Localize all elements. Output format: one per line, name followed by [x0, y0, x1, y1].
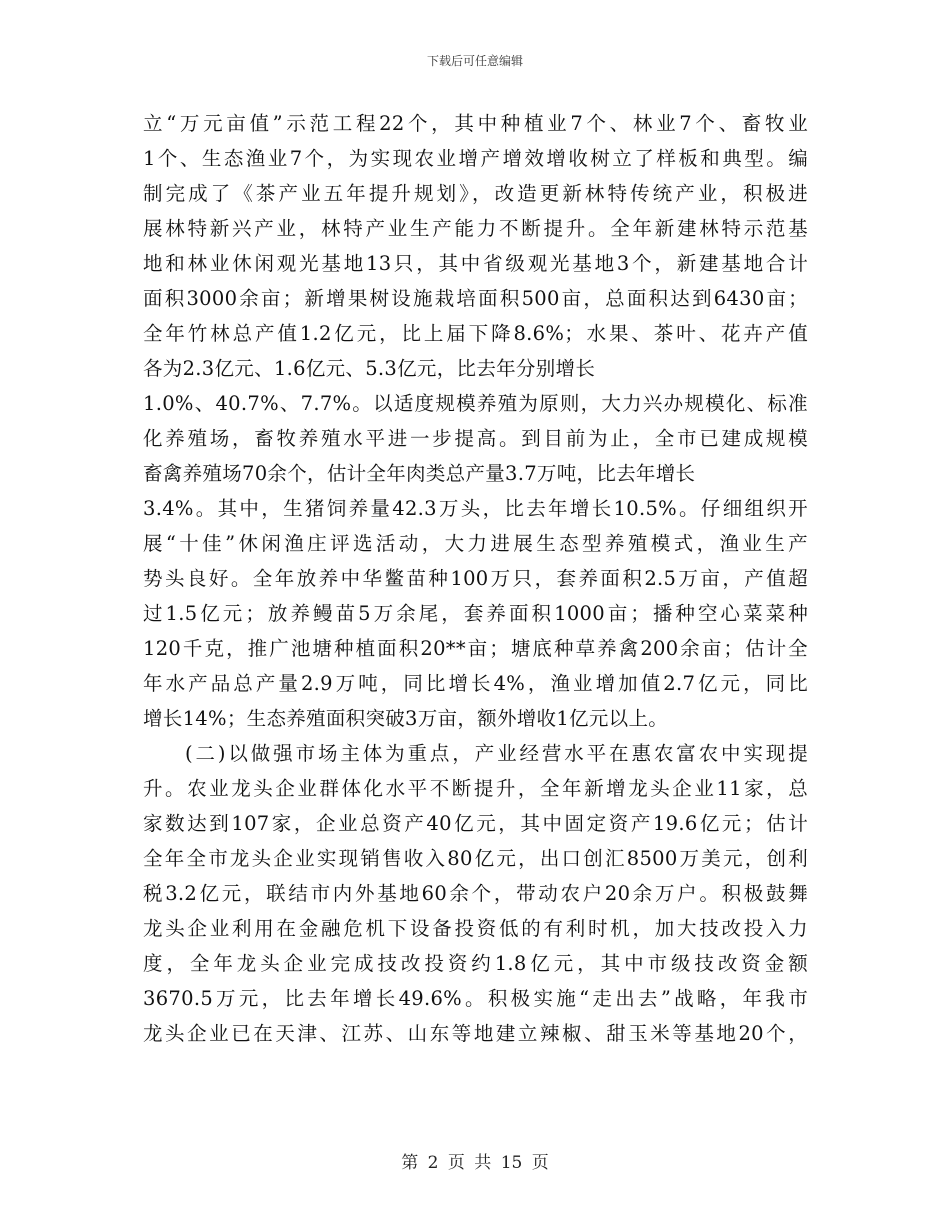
text-line: 制完成了《茶产业五年提升规划》，改造更新林特传统产业，积极进 — [143, 182, 808, 205]
header-note: 下载后可任意编辑 — [426, 54, 523, 68]
text-line: 畜禽养殖场70余个，估计全年肉类总产量3.7万吨，比去年增长 — [143, 462, 696, 485]
text-line: 税3.2亿元，联结市内外基地60余个，带动农户20余万户。积极鼓舞 — [143, 882, 808, 905]
text-line: 120千克，推广池塘种植面积20**亩；塘底种草养禽200余亩；估计全 — [143, 637, 808, 660]
text-line: 龙头企业利用在金融危机下设备投资低的有利时机，加大技改投入力 — [143, 917, 808, 940]
document-body — [143, 106, 808, 1051]
text-line: 1.0%、40.7%、7.7%。以适度规模养殖为原则，大力兴办规模化、标准 — [143, 392, 808, 415]
paragraph-first-line: (二)以做强市场主体为重点，产业经营水平在惠农富农中实现提 — [185, 742, 808, 765]
text-line: 龙头企业已在天津、江苏、山东等地建立辣椒、甜玉米等基地20个， — [143, 1022, 808, 1045]
text-line: 家数达到107家，企业总资产40亿元，其中固定资产19.6亿元；估计 — [143, 812, 808, 835]
text-line: 面积3000余亩；新增果树设施栽培面积500亩，总面积达到6430亩； — [143, 287, 808, 310]
text-line: 展“十佳”休闲渔庄评选活动，大力进展生态型养殖模式，渔业生产 — [143, 532, 808, 555]
text-line: 度，全年龙头企业完成技改投资约1.8亿元，其中市级技改资金额 — [143, 952, 808, 975]
text-line: 1个、生态渔业7个，为实现农业增产增效增收树立了样板和典型。编 — [143, 147, 808, 170]
text-line: 升。农业龙头企业群体化水平不断提升，全年新增龙头企业11家，总 — [143, 777, 808, 800]
text-line: 增长14%；生态养殖面积突破3万亩，额外增收1亿元以上。 — [143, 707, 669, 730]
text-line: 过1.5亿元；放养鳗苗5万余尾，套养面积1000亩；播种空心菜菜种 — [143, 602, 808, 625]
text-line: 地和林业休闲观光基地13只，其中省级观光基地3个，新建基地合计 — [143, 252, 808, 275]
text-line: 立“万元亩值”示范工程22个，其中种植业7个、林业7个、畜牧业 — [143, 112, 808, 135]
text-line: 化养殖场，畜牧养殖水平进一步提高。到目前为止，全市已建成规模 — [143, 427, 808, 450]
text-line: 3.4%。其中，生猪饲养量42.3万头，比去年增长10.5%。仔细组织开 — [143, 497, 808, 520]
text-line: 3670.5万元，比去年增长49.6%。积极实施“走出去”战略，年我市 — [143, 987, 808, 1010]
text-line: 展林特新兴产业，林特产业生产能力不断提升。全年新建林特示范基 — [143, 217, 808, 240]
text-line: 势头良好。全年放养中华鳖苗种100万只，套养面积2.5万亩，产值超 — [143, 567, 808, 590]
page-number: 第 2 页 共 15 页 — [401, 1153, 549, 1173]
text-line: 全年全市龙头企业实现销售收入80亿元，出口创汇8500万美元，创利 — [143, 847, 808, 870]
text-line: 全年竹林总产值1.2亿元，比上届下降8.6%；水果、茶叶、花卉产值 — [143, 322, 808, 345]
text-line: 年水产品总产量2.9万吨，同比增长4%，渔业增加值2.7亿元，同比 — [143, 672, 808, 695]
text-line: 各为2.3亿元、1.6亿元、5.3亿元，比去年分别增长 — [143, 357, 596, 380]
